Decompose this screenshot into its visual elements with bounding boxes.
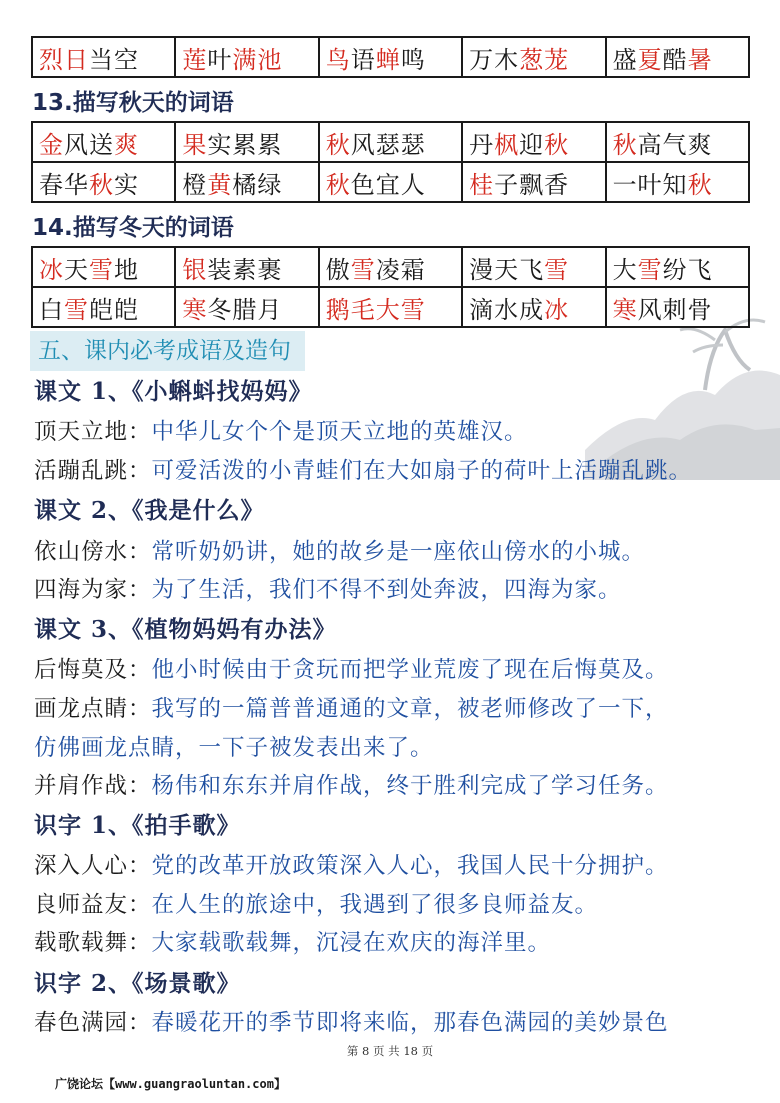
highlighted-char: 冰: [544, 295, 570, 324]
word-cell: [319, 247, 462, 287]
word-char: 当空: [89, 45, 139, 74]
word-char: 风瑟瑟: [350, 130, 426, 159]
highlighted-char: 秋: [89, 170, 114, 199]
word-char: 丹: [469, 130, 495, 159]
word-char: 漫天飞: [469, 255, 545, 284]
highlighted-char: 雪: [544, 255, 570, 284]
word-cell: [462, 122, 605, 162]
lesson-1-title: 课文 1、《小蝌蚪找妈妈》: [34, 378, 313, 405]
table-row: [32, 162, 749, 202]
word-char: 鸣: [400, 45, 426, 74]
section-5-heading: 五、课内必考成语及造句: [30, 331, 305, 371]
word-char: 实: [114, 170, 139, 199]
idiom-entry: 良师益友：在人生的旅途中，我遇到了很多良师益友。: [34, 892, 599, 918]
lesson-4-title: 识字 1、《拍手歌》: [34, 812, 241, 839]
word-char: 风送: [64, 130, 114, 159]
table-row: [32, 287, 749, 327]
winter-words-table: [31, 246, 750, 328]
word-char: 子飘香: [494, 170, 570, 199]
word-char: 橙: [182, 170, 208, 199]
word-cell: [32, 37, 175, 77]
highlighted-char: 夏: [637, 45, 663, 74]
highlighted-char: 寒: [612, 295, 638, 324]
highlighted-char: 银: [182, 255, 208, 284]
highlighted-char: 雪: [637, 255, 663, 284]
word-char: 春华: [39, 170, 89, 199]
idiom-entry: 深入人心：党的改革开放政策深入人心，我国人民十分拥护。: [34, 853, 669, 879]
word-char: 傲: [325, 255, 351, 284]
highlighted-char: 寒: [182, 295, 208, 324]
word-char: 万木: [469, 45, 520, 74]
section-14-heading: 14.描写冬天的词语: [32, 215, 234, 241]
word-char: 风刺骨: [637, 295, 713, 324]
word-cell: [319, 287, 462, 327]
highlighted-char: 桂: [469, 170, 495, 199]
idiom-entry: 春色满园：春暖花开的季节即将来临，那春色满园的美妙景色: [34, 1010, 669, 1036]
word-cell: [175, 162, 318, 202]
highlighted-char: 鸟: [325, 45, 351, 74]
word-char: 滴水成: [469, 295, 545, 324]
idiom-entry: 后悔莫及：他小时候由于贪玩而把学业荒废了现在后悔莫及。: [34, 657, 669, 683]
page-number: 第 8 页 共 18 页: [346, 1044, 434, 1058]
word-char: 天: [64, 255, 89, 284]
word-cell: [606, 122, 749, 162]
idiom-entry: 画龙点睛：我写的一篇普普通通的文章，被老师修改了一下，: [34, 696, 669, 722]
lesson-3-title: 课文 3、《植物妈妈有办法》: [34, 616, 337, 643]
highlighted-char: 烈日: [39, 45, 89, 74]
highlighted-char: 雪: [89, 255, 114, 284]
word-cell: [175, 122, 318, 162]
table-row: [32, 122, 749, 162]
word-char: 高气爽: [637, 130, 713, 159]
word-cell: [606, 162, 749, 202]
idiom-entry: 载歌载舞：大家载歌载舞，沉浸在欢庆的海洋里。: [34, 930, 552, 956]
highlighted-char: 蝉: [375, 45, 401, 74]
word-cell: [319, 37, 462, 77]
word-cell: [606, 287, 749, 327]
idiom-entry-continuation: 仿佛画龙点睛，一下子被发表出来了。: [34, 735, 434, 761]
highlighted-char: 鹅毛大雪: [325, 295, 426, 324]
word-char: 色宜人: [350, 170, 426, 199]
word-char: 凌霜: [375, 255, 426, 284]
word-char: 酷: [662, 45, 688, 74]
summer-words-table: [31, 36, 750, 78]
highlighted-char: 雪: [350, 255, 376, 284]
idiom-entry: 并肩作战：杨伟和东东并肩作战，终于胜利完成了学习任务。: [34, 773, 669, 799]
word-char: 纷飞: [662, 255, 713, 284]
word-cell: [462, 162, 605, 202]
idiom-entry: 依山傍水：常听奶奶讲，她的故乡是一座依山傍水的小城。: [34, 539, 646, 565]
word-char: 白: [39, 295, 64, 324]
section-13-heading: 13.描写秋天的词语: [32, 90, 234, 116]
idiom-entry: 四海为家：为了生活，我们不得不到处奔波，四海为家。: [34, 577, 622, 603]
word-cell: [32, 247, 175, 287]
word-char: 实累累: [207, 130, 283, 159]
word-char: 地: [114, 255, 139, 284]
word-cell: [32, 162, 175, 202]
highlighted-char: 金: [39, 130, 64, 159]
word-cell: [462, 247, 605, 287]
word-cell: [175, 287, 318, 327]
lesson-2-title: 课文 2、《我是什么》: [34, 497, 265, 524]
highlighted-char: 果: [182, 130, 208, 159]
word-cell: [319, 122, 462, 162]
highlighted-char: 葱茏: [519, 45, 570, 74]
highlighted-char: 秋: [544, 130, 570, 159]
highlighted-char: 秋: [612, 130, 638, 159]
word-char: 迎: [519, 130, 545, 159]
highlighted-char: 枫: [494, 130, 520, 159]
highlighted-char: 秋: [325, 170, 351, 199]
highlighted-char: 黄: [207, 170, 233, 199]
word-cell: [175, 247, 318, 287]
word-char: 皑皑: [89, 295, 139, 324]
word-char: 大: [612, 255, 638, 284]
footer-source: 广饶论坛【www.guangraoluntan.com】: [55, 1077, 286, 1091]
word-cell: [175, 37, 318, 77]
idiom-entry: 顶天立地：中华儿女个个是顶天立地的英雄汉。: [34, 419, 528, 445]
highlighted-char: 秋: [325, 130, 351, 159]
word-char: 语: [350, 45, 376, 74]
highlighted-char: 雪: [64, 295, 89, 324]
word-char: 盛: [612, 45, 638, 74]
autumn-words-table: [31, 121, 750, 203]
highlighted-char: 莲: [182, 45, 208, 74]
highlighted-char: 暑: [687, 45, 713, 74]
word-cell: [319, 162, 462, 202]
word-cell: [32, 287, 175, 327]
table-row: [32, 37, 749, 77]
lesson-5-title: 识字 2、《场景歌》: [34, 970, 241, 997]
word-cell: [606, 37, 749, 77]
word-char: 冬腊月: [207, 295, 283, 324]
word-cell: [462, 37, 605, 77]
highlighted-char: 满池: [232, 45, 283, 74]
highlighted-char: 冰: [39, 255, 64, 284]
word-char: 橘绿: [232, 170, 283, 199]
word-char: 装素裹: [207, 255, 283, 284]
highlighted-char: 秋: [687, 170, 713, 199]
word-char: 叶: [207, 45, 233, 74]
word-cell: [32, 122, 175, 162]
word-cell: [462, 287, 605, 327]
idiom-entry: 活蹦乱跳：可爱活泼的小青蛙们在大如扇子的荷叶上活蹦乱跳。: [34, 458, 693, 484]
word-cell: [606, 247, 749, 287]
highlighted-char: 爽: [114, 130, 139, 159]
word-char: 一叶知: [612, 170, 688, 199]
table-row: [32, 247, 749, 287]
